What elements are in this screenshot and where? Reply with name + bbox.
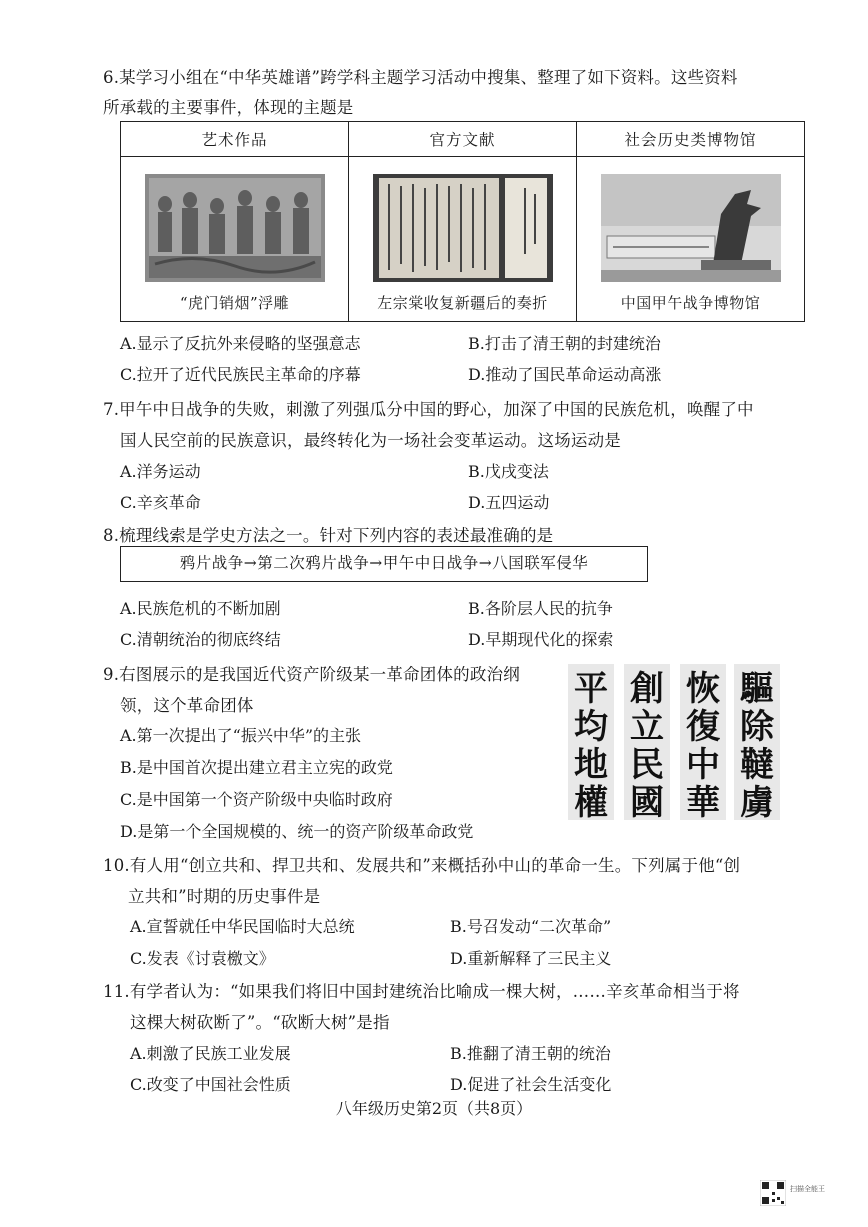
q6-stem-line1: 6.某学习小组在“中华英雄谱”跨学科主题学习活动中搜集、整理了如下资料。这些资料 — [103, 68, 738, 87]
q6-source-table — [120, 121, 805, 322]
q11-option-d[interactable]: D.促进了社会生活变化 — [450, 1075, 612, 1094]
q8-option-c[interactable]: C.清朝统治的彻底终结 — [120, 630, 281, 649]
svg-text:平: 平 — [574, 669, 608, 709]
q9-stem-line1: 9.右图展示的是我国近代资产阶级某一革命团体的政治纲 — [103, 665, 520, 684]
q6-cell-museum — [577, 157, 805, 322]
q10-stem-line2: 立共和”时期的历史事件是 — [128, 887, 321, 906]
q10-option-b[interactable]: B.号召发动“二次革命” — [450, 917, 612, 936]
q6-option-b[interactable]: B.打击了清王朝的封建统治 — [468, 334, 661, 353]
caption-humen-relief: “虎门销烟”浮雕 — [179, 293, 290, 312]
scanner-brand-label: 扫描全能王 — [790, 1185, 825, 1193]
q9-option-c[interactable]: C.是中国第一个资产阶级中央临时政府 — [120, 790, 393, 809]
q8-option-d[interactable]: D.早期现代化的探索 — [468, 630, 614, 649]
q6-option-d[interactable]: D.推动了国民革命运动高涨 — [468, 365, 662, 384]
q8-option-a[interactable]: A.民族危机的不断加剧 — [120, 599, 281, 618]
svg-text:韃: 韃 — [740, 745, 774, 785]
svg-text:權: 權 — [574, 783, 608, 822]
q11-stem-line1: 11.有学者认为：“如果我们将旧中国封建统治比喻成一棵大树，……辛亥革命相当于将 — [103, 982, 740, 1001]
q6-header-document: 官方文献 — [349, 122, 577, 157]
q8-option-b[interactable]: B.各阶层人民的抗争 — [468, 599, 613, 618]
q9-stem-line2: 领，这个革命团体 — [120, 696, 254, 715]
svg-text:華: 華 — [686, 783, 720, 822]
q7-option-b[interactable]: B.戊戌变法 — [468, 462, 549, 481]
q7-option-a[interactable]: A.洋务运动 — [120, 462, 201, 481]
q10-option-a[interactable]: A.宣誓就任中华民国临时大总统 — [130, 917, 355, 936]
banner-ping-jun-di-quan — [574, 669, 608, 822]
q11-option-a[interactable]: A.刺激了民族工业发展 — [130, 1044, 291, 1063]
q7-option-c[interactable]: C.辛亥革命 — [120, 493, 201, 512]
svg-text:創: 創 — [630, 669, 664, 709]
q6-stem-line2: 所承载的主要事件，体现的主题是 — [103, 98, 354, 117]
q6-header-museum: 社会历史类博物馆 — [577, 122, 805, 157]
q9-option-d[interactable]: D.是第一个全国规模的、统一的资产阶级革命政党 — [120, 822, 474, 841]
q6-option-c[interactable]: C.拉开了近代民族民主革命的序幕 — [120, 365, 361, 384]
q11-option-c[interactable]: C.改变了中国社会性质 — [130, 1075, 291, 1094]
q11-stem-line2: 这棵大树砍断了”。“砍断大树”是指 — [130, 1013, 390, 1032]
svg-text:虜: 虜 — [740, 783, 774, 822]
svg-text:地: 地 — [574, 745, 608, 785]
banner-hui-fu-zhong-hua — [685, 669, 720, 822]
qr-code-icon — [760, 1180, 786, 1206]
q11-option-b[interactable]: B.推翻了清王朝的统治 — [450, 1044, 611, 1063]
relief-sculpture-image — [145, 174, 325, 282]
page-footer: 八年级历史第2页（共8页） — [335, 1099, 533, 1118]
q6-header-art: 艺术作品 — [121, 122, 349, 157]
svg-text:民: 民 — [630, 745, 664, 785]
caption-jiawu-museum: 中国甲午战争博物馆 — [620, 293, 761, 312]
svg-text:中: 中 — [686, 745, 720, 785]
q6-cell-document — [349, 157, 577, 322]
svg-text:除: 除 — [740, 707, 774, 747]
q7-stem-line1: 7.甲午中日战争的失败，刺激了列强瓜分中国的野心，加深了中国的民族危机，唤醒了中 — [103, 400, 754, 419]
banner-qu-chu-da-lu — [739, 669, 775, 822]
q9-option-a[interactable]: A.第一次提出了“振兴中华”的主张 — [120, 726, 362, 745]
q8-war-chain-box: 鸦片战争→第二次鸦片战争→甲午中日战争→八国联军侵华 — [120, 546, 648, 582]
svg-text:復: 復 — [686, 707, 720, 747]
q7-stem-line2: 国人民空前的民族意识，最终转化为一场社会变革运动。这场运动是 — [120, 431, 621, 450]
svg-text:國: 國 — [630, 783, 664, 822]
q6-option-a[interactable]: A.显示了反抗外来侵略的坚强意志 — [120, 334, 361, 353]
q9-option-b[interactable]: B.是中国首次提出建立君主立宪的政党 — [120, 758, 393, 777]
svg-text:均: 均 — [574, 707, 608, 747]
q7-option-d[interactable]: D.五四运动 — [468, 493, 550, 512]
svg-text:恢: 恢 — [686, 669, 720, 709]
q6-cell-art — [121, 157, 349, 322]
svg-text:立: 立 — [630, 707, 664, 747]
svg-text:驅: 驅 — [740, 669, 774, 709]
museum-building-image — [601, 174, 781, 282]
q8-stem: 8.梳理线索是学史方法之一。针对下列内容的表述最准确的是 — [103, 526, 554, 545]
memorial-document-image — [373, 174, 553, 282]
q10-option-c[interactable]: C.发表《讨袁檄文》 — [130, 949, 275, 968]
banner-chuang-li-min-guo — [630, 669, 664, 822]
q10-stem-line1: 10.有人用“创立共和、捍卫共和、发展共和”来概括孙中山的革命一生。下列属于他“创 — [103, 856, 741, 875]
tongmenghui-program-banners — [566, 662, 782, 822]
q10-option-d[interactable]: D.重新解释了三民主义 — [450, 949, 612, 968]
caption-zuo-memorial: 左宗棠收复新疆后的奏折 — [377, 293, 548, 312]
